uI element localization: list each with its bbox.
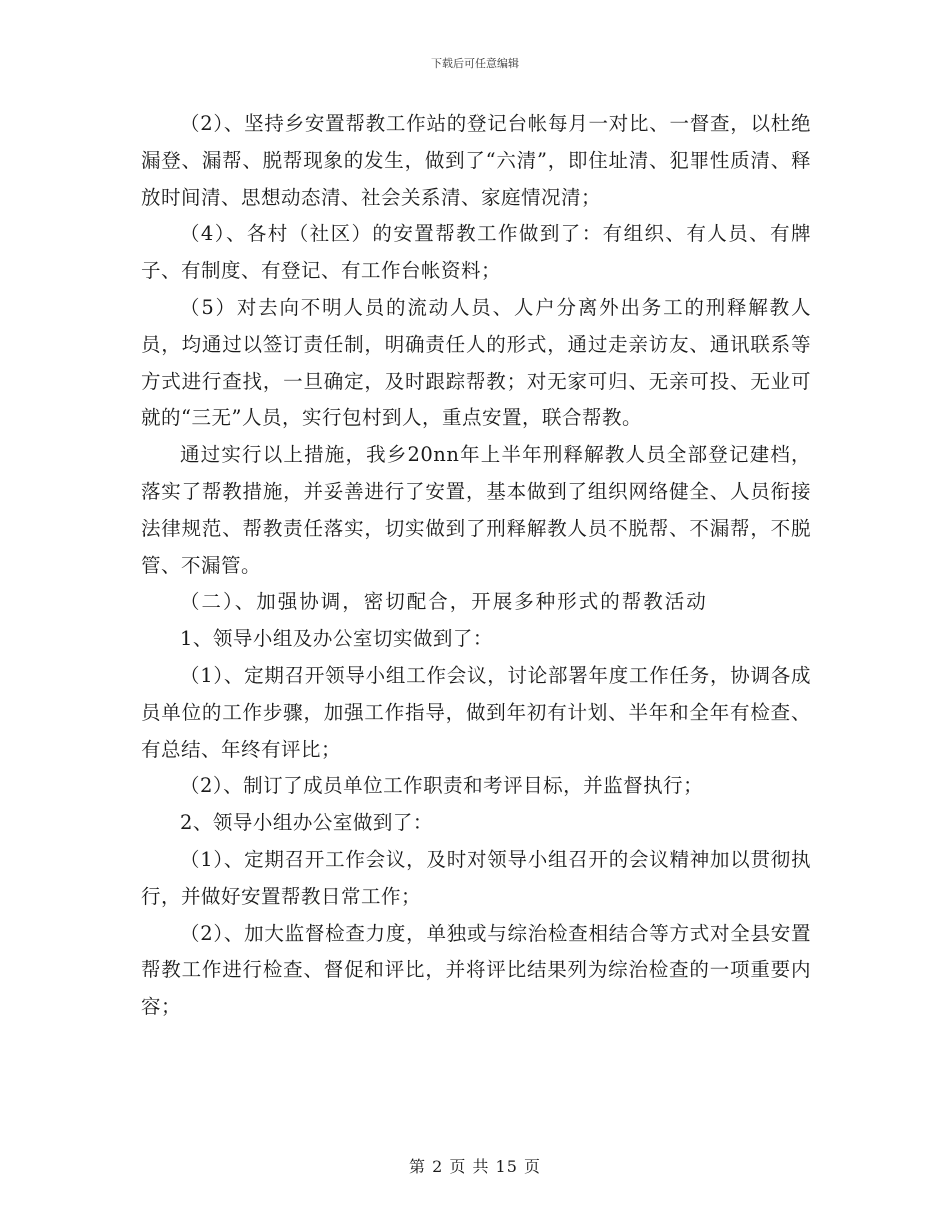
section-heading: （二）、加强协调，密切配合，开展多种形式的帮教活动 <box>180 590 708 614</box>
page-header-note: 下载后可任意编辑 <box>431 57 519 70</box>
paragraph: 2、领导小组办公室做到了： <box>180 811 433 835</box>
paragraph: （2）、加大监督检查力度，单独或与综治检查相结合等方式对全县安置帮教工作进行检查、督促和评比，并将评比结果列为综治检查的一项重要内容； <box>141 921 811 1019</box>
paragraph: （1）、定期召开工作会议，及时对领导小组召开的会议精神加以贯彻执行，并做好安置帮教日常工作； <box>141 847 811 908</box>
paragraph: （2）、制订了成员单位工作职责和考评目标，并监督执行； <box>180 774 704 798</box>
paragraph: （5）对去向不明人员的流动人员、人户分离外出务工的刑释解教人员，均通过以签订责任制，明确责任人的形式，通过走亲访友、通讯联系等方式进行查找，一旦确定，及时跟踪帮教；对无家可归、无亲可投、无业可就的“三无”人员，实行包村到人，重点安置，联合帮教。 <box>141 295 811 430</box>
paragraph: 1、领导小组及办公室切实做到了： <box>180 627 493 651</box>
document-body <box>141 106 811 1026</box>
page-number-footer: 第 2 页 共 15 页 <box>409 1157 541 1176</box>
paragraph: （2）、坚持乡安置帮教工作站的登记台帐每月一对比、一督查，以杜绝漏登、漏帮、脱帮现象的发生，做到了“六清”，即住址清、犯罪性质清、释放时间清、思想动态清、社会关系清、家庭情况清； <box>141 112 811 209</box>
paragraph: （4）、各村（社区）的安置帮教工作做到了：有组织、有人员、有牌子、有制度、有登记、有工作台帐资料； <box>141 222 811 283</box>
paragraph: （1）、定期召开领导小组工作会议，讨论部署年度工作任务，协调各成员单位的工作步骤，加强工作指导，做到年初有计划、半年和全年有检查、有总结、年终有评比； <box>141 663 811 761</box>
paragraph: 通过实行以上措施，我乡20nn年上半年刑释解教人员全部登记建档，落实了帮教措施，并妥善进行了安置，基本做到了组织网络健全、人员衔接法律规范、帮教责任落实，切实做到了刑释解教人员不脱帮、不漏帮，不脱管、不漏管。 <box>141 443 811 577</box>
